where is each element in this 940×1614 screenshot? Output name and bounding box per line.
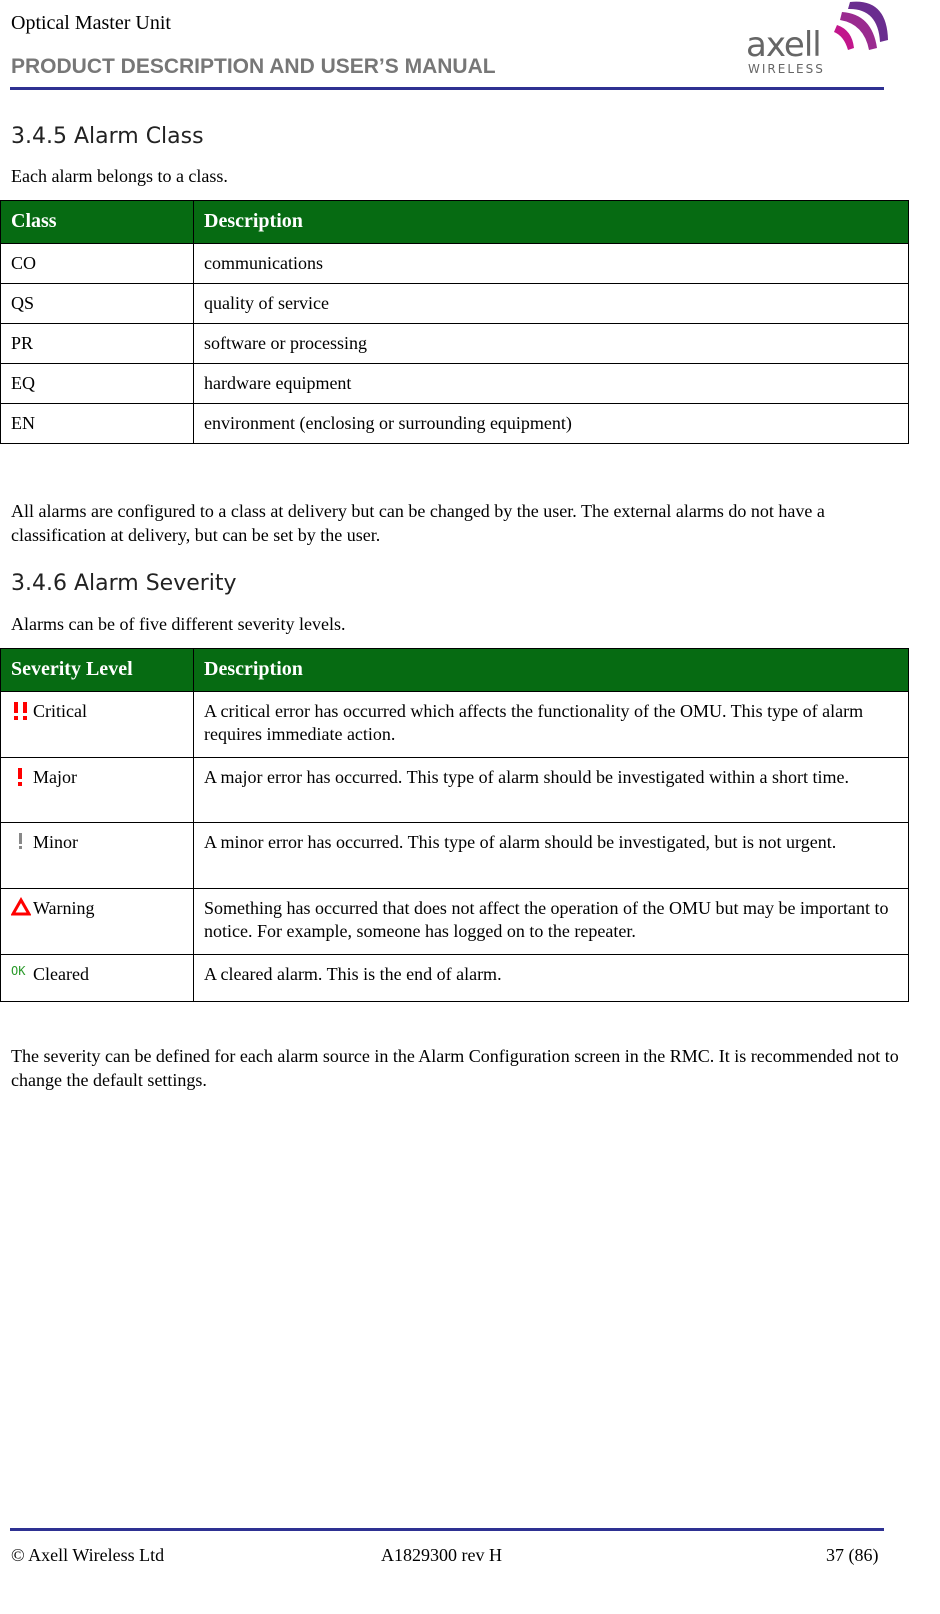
- doc-title: Optical Master Unit: [11, 12, 171, 34]
- manual-title: PRODUCT DESCRIPTION AND USER’S MANUAL: [11, 55, 496, 78]
- table-row: [1, 758, 909, 823]
- severity-cell: [1, 823, 194, 889]
- table-row: [1, 284, 909, 324]
- table-row: [1, 955, 909, 1002]
- severity-level: Minor: [33, 832, 78, 852]
- major-icon: [11, 766, 33, 794]
- severity-description: A major error has occurred. This type of alarm should be investigated within a short time.: [194, 758, 909, 823]
- section-heading-alarm-severity: 3.4.6 Alarm Severity: [11, 571, 237, 596]
- column-header: Severity Level: [1, 649, 194, 692]
- class-description: hardware equipment: [194, 364, 909, 404]
- table-row: [1, 692, 909, 758]
- severity-level: Major: [33, 767, 77, 787]
- footer-page-number: 37 (86): [826, 1545, 879, 1565]
- paragraph: Each alarm belongs to a class.: [11, 166, 228, 186]
- paragraph: All alarms are configured to a class at delivery but can be changed by the user. The external alarms do not have a classification at delivery, but can be set by the user.: [11, 501, 825, 545]
- severity-description: A minor error has occurred. This type of alarm should be investigated, but is not urgent.: [194, 823, 909, 889]
- severity-level: Critical: [33, 701, 87, 721]
- class-description: quality of service: [194, 284, 909, 324]
- severity-description: Something has occurred that does not affect the operation of the OMU but may be important to notice. For example, someone has logged on to the repeater.: [194, 889, 909, 955]
- class-code: QS: [1, 284, 194, 324]
- footer-copyright: © Axell Wireless Ltd: [11, 1545, 165, 1565]
- svg-text:WIRELESS: WIRELESS: [748, 62, 825, 76]
- paragraph: The severity can be defined for each alarm source in the Alarm Configuration screen in the RMC. It is recommended not to change the default settings.: [11, 1046, 899, 1090]
- severity-cell: [1, 758, 194, 823]
- alarm-severity-table: [0, 648, 909, 1002]
- severity-description: A critical error has occurred which affects the functionality of the OMU. This type of alarm requires immediate action.: [194, 692, 909, 758]
- footer-doc-number: A1829300 rev H: [381, 1545, 502, 1565]
- paragraph: Alarms can be of five different severity levels.: [11, 614, 346, 634]
- alarm-class-table: [0, 200, 909, 444]
- class-description: environment (enclosing or surrounding equipment): [194, 404, 909, 444]
- table-row: [1, 244, 909, 284]
- column-header: Description: [194, 649, 909, 692]
- footer-rule: [10, 1528, 884, 1531]
- table-header-row: [1, 201, 909, 244]
- column-header: Description: [194, 201, 909, 244]
- section-heading-alarm-class: 3.4.5 Alarm Class: [11, 124, 204, 149]
- class-code: CO: [1, 244, 194, 284]
- ok-icon: OK: [11, 964, 26, 978]
- class-description: software or processing: [194, 324, 909, 364]
- class-code: EQ: [1, 364, 194, 404]
- class-code: EN: [1, 404, 194, 444]
- column-header: Class: [1, 201, 194, 244]
- class-code: PR: [1, 324, 194, 364]
- severity-cell: [1, 889, 194, 955]
- class-description: communications: [194, 244, 909, 284]
- severity-level: Cleared: [33, 964, 89, 984]
- axell-logo: [742, 0, 892, 80]
- svg-text:axell: axell: [746, 25, 821, 65]
- table-header-row: [1, 649, 909, 692]
- table-row: [1, 364, 909, 404]
- severity-description: A cleared alarm. This is the end of alarm.: [194, 955, 909, 1002]
- table-row: [1, 324, 909, 364]
- table-row: [1, 404, 909, 444]
- minor-icon: [11, 831, 33, 859]
- table-row: [1, 823, 909, 889]
- severity-level: Warning: [33, 898, 95, 918]
- severity-cell: [1, 692, 194, 758]
- table-row: [1, 889, 909, 955]
- warning-triangle-icon: [11, 897, 33, 925]
- header-rule: [10, 87, 884, 90]
- critical-icon: [11, 700, 33, 728]
- severity-cell: [1, 955, 194, 1002]
